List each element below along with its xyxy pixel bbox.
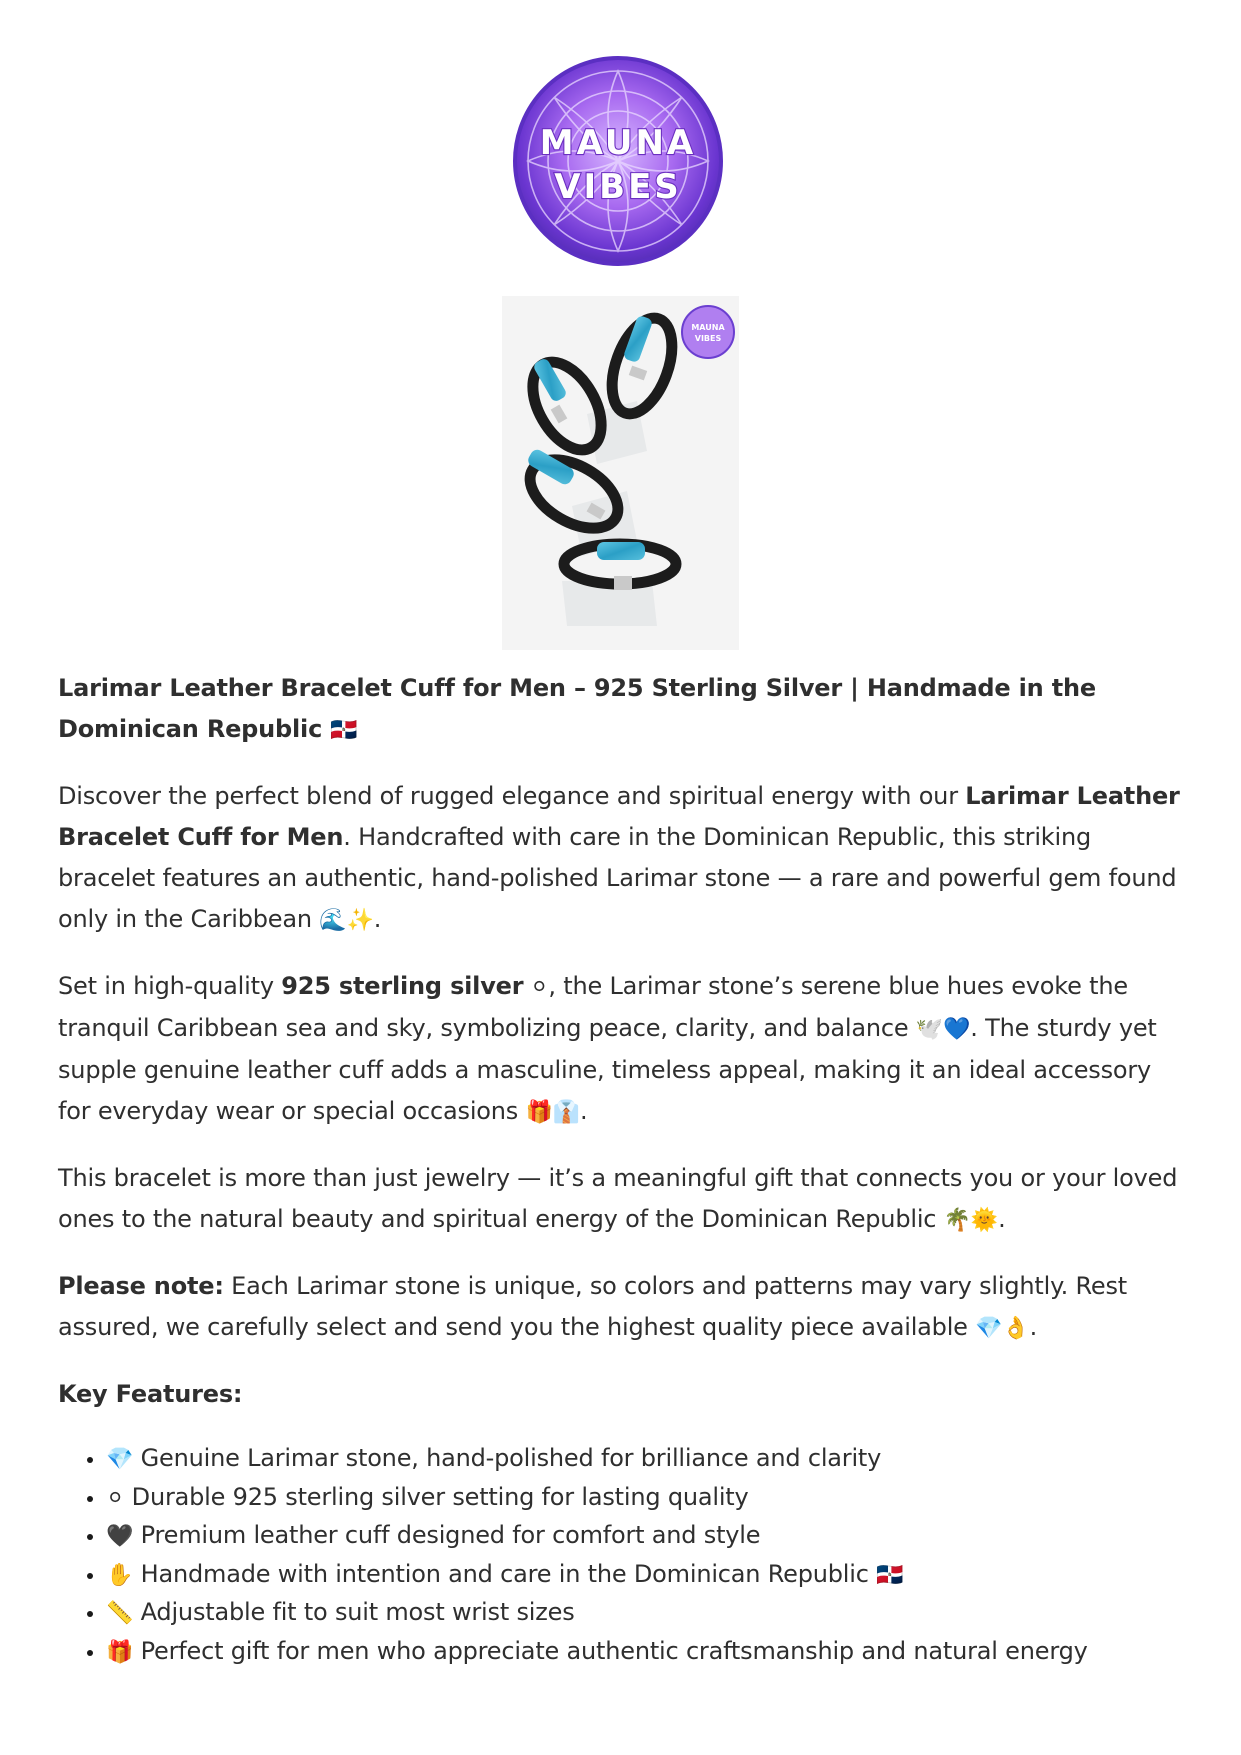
- photo-watermark-logo: [682, 306, 734, 358]
- palm-sun-icon: 🌴🌞: [943, 1208, 999, 1233]
- svg-text:VIBES: VIBES: [694, 334, 722, 343]
- dominican-flag-icon: 🇩🇴: [876, 1562, 904, 1588]
- list-item: • 🎁 Perfect gift for men who appreciate authentic craftsmanship and natural energy: [106, 1633, 1188, 1672]
- wave-sparkles-icon: 🌊✨: [319, 908, 374, 933]
- svg-text:MAUNA: MAUNA: [691, 323, 725, 332]
- dove-heart-icon: 🕊️💙: [915, 1017, 971, 1042]
- white-circle-icon: ⚪: [523, 975, 549, 1000]
- dominican-flag-icon: 🇩🇴: [330, 718, 358, 743]
- list-item: • 📏 Adjustable fit to suit most wrist sizes: [106, 1594, 1188, 1633]
- gem-icon: 💎: [106, 1447, 134, 1472]
- logo-line2: VIBES: [554, 167, 682, 207]
- gift-paragraph: This bracelet is more than just jewelry — it’s a meaningful gift that connects you or your loved ones to the natural beauty and spiritual energy of the Dominican Republic 🌴🌞.: [58, 1164, 1178, 1233]
- list-item: • ⚪ Durable 925 sterling silver setting for lasting quality: [106, 1479, 1188, 1518]
- white-circle-icon: ⚪: [106, 1485, 125, 1511]
- note-paragraph: Please note: Each Larimar stone is unique, so colors and patterns may vary slightly. Rest assured, we carefully select and send you the highest quality piece available 💎👌.: [58, 1272, 1127, 1341]
- product-title: Larimar Leather Bracelet Cuff for Men – 925 Sterling Silver | Handmade in the Dominican Republic 🇩🇴: [58, 674, 1096, 743]
- logo-line1: MAUNA: [539, 123, 697, 163]
- features-heading: Key Features:: [58, 1380, 243, 1408]
- list-item: • ✋ Handmade with intention and care in the Dominican Republic 🇩🇴: [106, 1556, 1188, 1595]
- list-item: • 🖤 Premium leather cuff designed for comfort and style: [106, 1517, 1188, 1556]
- product-photo: [502, 296, 739, 650]
- gift-tie-icon: 🎁👔: [525, 1100, 580, 1125]
- hand-icon: ✋: [106, 1562, 134, 1588]
- gift-icon: 🎁: [106, 1639, 134, 1665]
- gem-ok-icon: 💎👌: [975, 1316, 1030, 1341]
- mauna-vibes-logo: [513, 56, 723, 266]
- ruler-icon: 📏: [106, 1601, 134, 1627]
- intro-paragraph: Discover the perfect blend of rugged elegance and spiritual energy with our Larimar Leather Bracelet Cuff for Men. Handcrafted with care in the Dominican Republic, this striking bracelet features an authentic, hand-polished Larimar stone — a rare and powerful gem found only in the Caribbean 🌊✨.: [58, 782, 1180, 933]
- list-item: • 💎 Genuine Larimar stone, hand-polished for brilliance and clarity: [106, 1440, 1188, 1479]
- silver-paragraph: Set in high-quality 925 sterling silver ⚪, the Larimar stone’s serene blue hues evoke the tranquil Caribbean sea and sky, symbolizing peace, clarity, and balance 🕊️💙. The sturdy yet supple genuine leather cuff adds a masculine, timeless appeal, making it an ideal accessory for everyday wear or special occasions 🎁👔.: [58, 972, 1157, 1125]
- description-content: [58, 668, 1188, 1672]
- features-list: [58, 1440, 1188, 1672]
- black-heart-icon: 🖤: [106, 1524, 134, 1550]
